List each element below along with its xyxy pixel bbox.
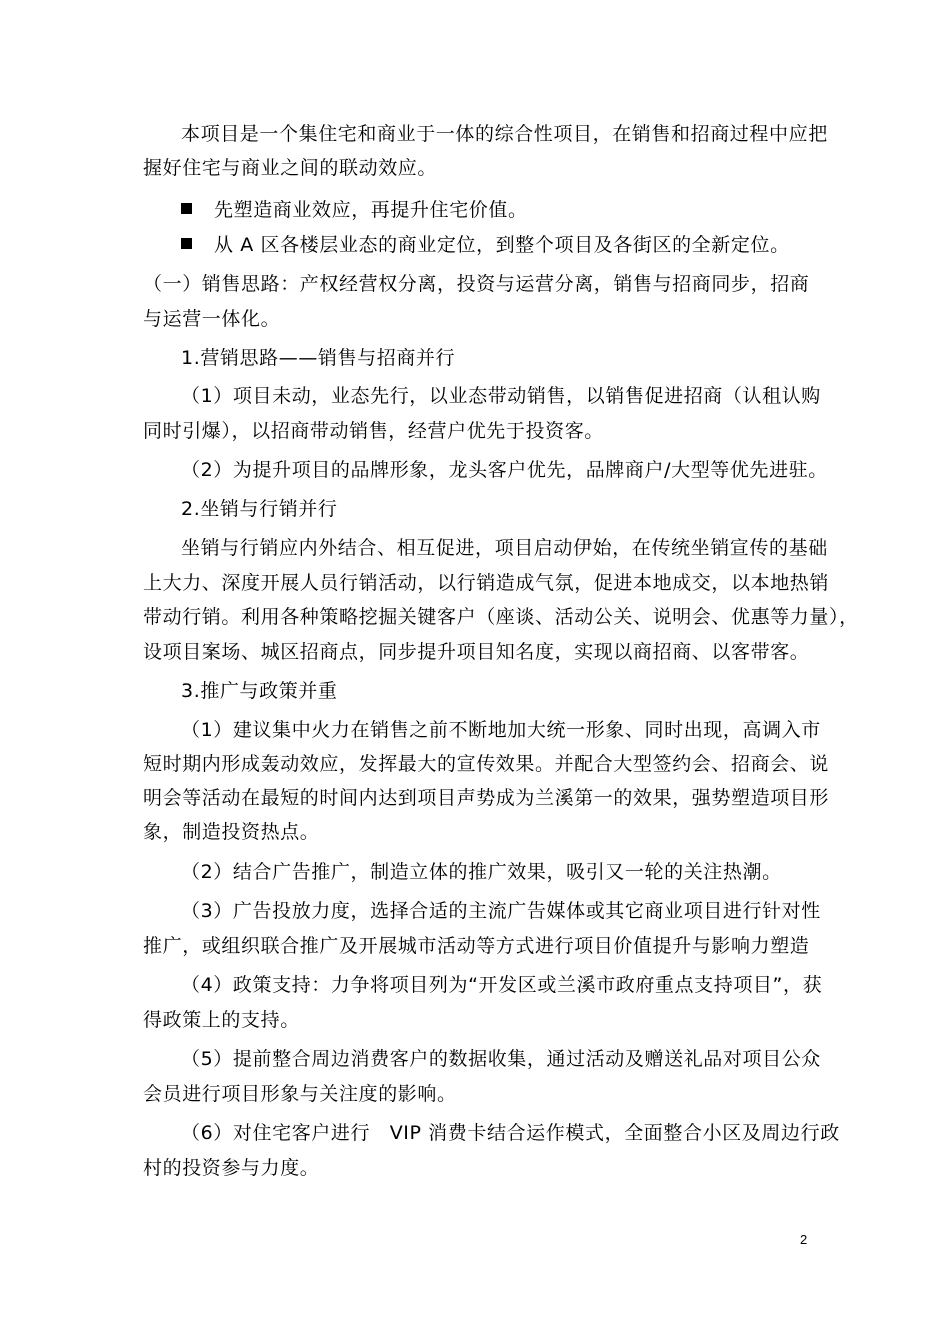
line-text: 得政策上的支持。 [143,1009,300,1031]
paragraph-line [181,346,455,370]
paragraph-line [181,458,828,482]
line-text: 带动行销。利用各种策略挖掘关键客户（座谈、活动公关、说明会、优惠等力量）， [143,606,859,628]
paragraph-line [181,1121,840,1145]
square-bullet-icon [181,238,192,249]
paragraph-line [143,1156,319,1180]
line-text: 与运营一体化。 [143,308,281,330]
line-text: 推广，或组织联合推广及开展城市活动等方式进行项目价值提升与影响力塑造 [143,935,810,957]
line-text: 明会等活动在最短的时间内达到项目声势成为兰溪第一的效果，强势塑造项目形 [143,787,830,809]
paragraph-line [181,384,821,408]
paragraph-line [143,1008,300,1032]
line-text: 本项目是一个集住宅和商业于一体的综合性项目，在销售和招商过程中应把 [181,123,828,145]
line-text: （1）建议集中火力在销售之前不断地加大统一形象、同时出现，高调入市 [181,719,821,741]
paragraph-line [143,786,829,810]
paragraph-line [143,820,319,844]
line-text: 从 A 区各楼层业态的商业定位，到整个项目及各街区的全新定位。 [214,234,790,256]
line-text: 同时引爆），以招商带动销售，经营户优先于投资客。 [143,420,604,442]
paragraph-line [181,1047,821,1071]
paragraph-line [181,973,822,997]
paragraph-line [143,272,809,296]
line-text: 会员进行项目形象与关注度的影响。 [143,1083,457,1105]
paragraph-line [181,718,821,742]
line-text: 1.营销思路——销售与招商并行 [181,347,456,369]
paragraph-line [143,934,809,958]
page-number: 2 [800,1232,808,1247]
line-text: 握好住宅与商业之间的联动效应。 [143,157,438,179]
line-text: 3.推广与政策并重 [181,680,338,702]
paragraph-line [181,679,338,703]
paragraph-line [181,536,828,560]
paragraph-line [143,571,829,595]
paragraph-line [143,419,604,443]
line-text: 先塑造商业效应，再提升住宅价值。 [214,199,528,221]
line-text: （2）为提升项目的品牌形象，龙头客户优先，品牌商户/大型等优先进驻。 [181,459,828,481]
square-bullet-icon [181,203,192,214]
line-text: 设项目案场、城区招商点，同步提升项目知名度，实现以商招商、以客带客。 [143,641,810,663]
paragraph-line [143,156,437,180]
line-text: 2.坐销与行销并行 [181,498,338,520]
line-text: 象，制造投资热点。 [143,821,320,843]
line-text: （5）提前整合周边消费客户的数据收集，通过活动及赠送礼品对项目公众 [181,1048,821,1070]
line-text: （1）项目未动，业态先行，以业态带动销售，以销售促进招商（认租认购 [181,385,821,407]
bullet-item [181,233,790,257]
paragraph-line [143,640,809,664]
line-text: 上大力、深度开展人员行销活动，以行销造成气氛，促进本地成交，以本地热销 [143,572,830,594]
paragraph-line [143,1082,457,1106]
line-text: 短时期内形成轰动效应，发挥最大的宣传效果。并配合大型签约会、招商会、说 [143,753,830,775]
paragraph-line [143,307,280,331]
paragraph-line [181,860,782,884]
paragraph-line [143,752,829,776]
line-text: （3）广告投放力度，选择合适的主流广告媒体或其它商业项目进行针对性 [181,900,821,922]
paragraph-line [181,899,821,923]
line-text: 村的投资参与力度。 [143,1157,320,1179]
line-text: （2）结合广告推广，制造立体的推广效果，吸引又一轮的关注热潮。 [181,861,782,883]
paragraph-line [143,605,859,629]
line-text: （6）对住宅客户进行 VIP 消费卡结合运作模式，全面整合小区及周边行政 [181,1122,840,1144]
line-text: （4）政策支持：力争将项目列为“开发区或兰溪市政府重点支持项目”，获 [181,974,823,996]
line-text: 坐销与行销应内外结合、相互促进，项目启动伊始，在传统坐销宣传的基础 [181,537,828,559]
bullet-item [181,198,528,222]
line-text: （一）销售思路：产权经营权分离，投资与运营分离，销售与招商同步，招商 [143,273,810,295]
paragraph-line [181,497,338,521]
paragraph-line [181,122,828,146]
